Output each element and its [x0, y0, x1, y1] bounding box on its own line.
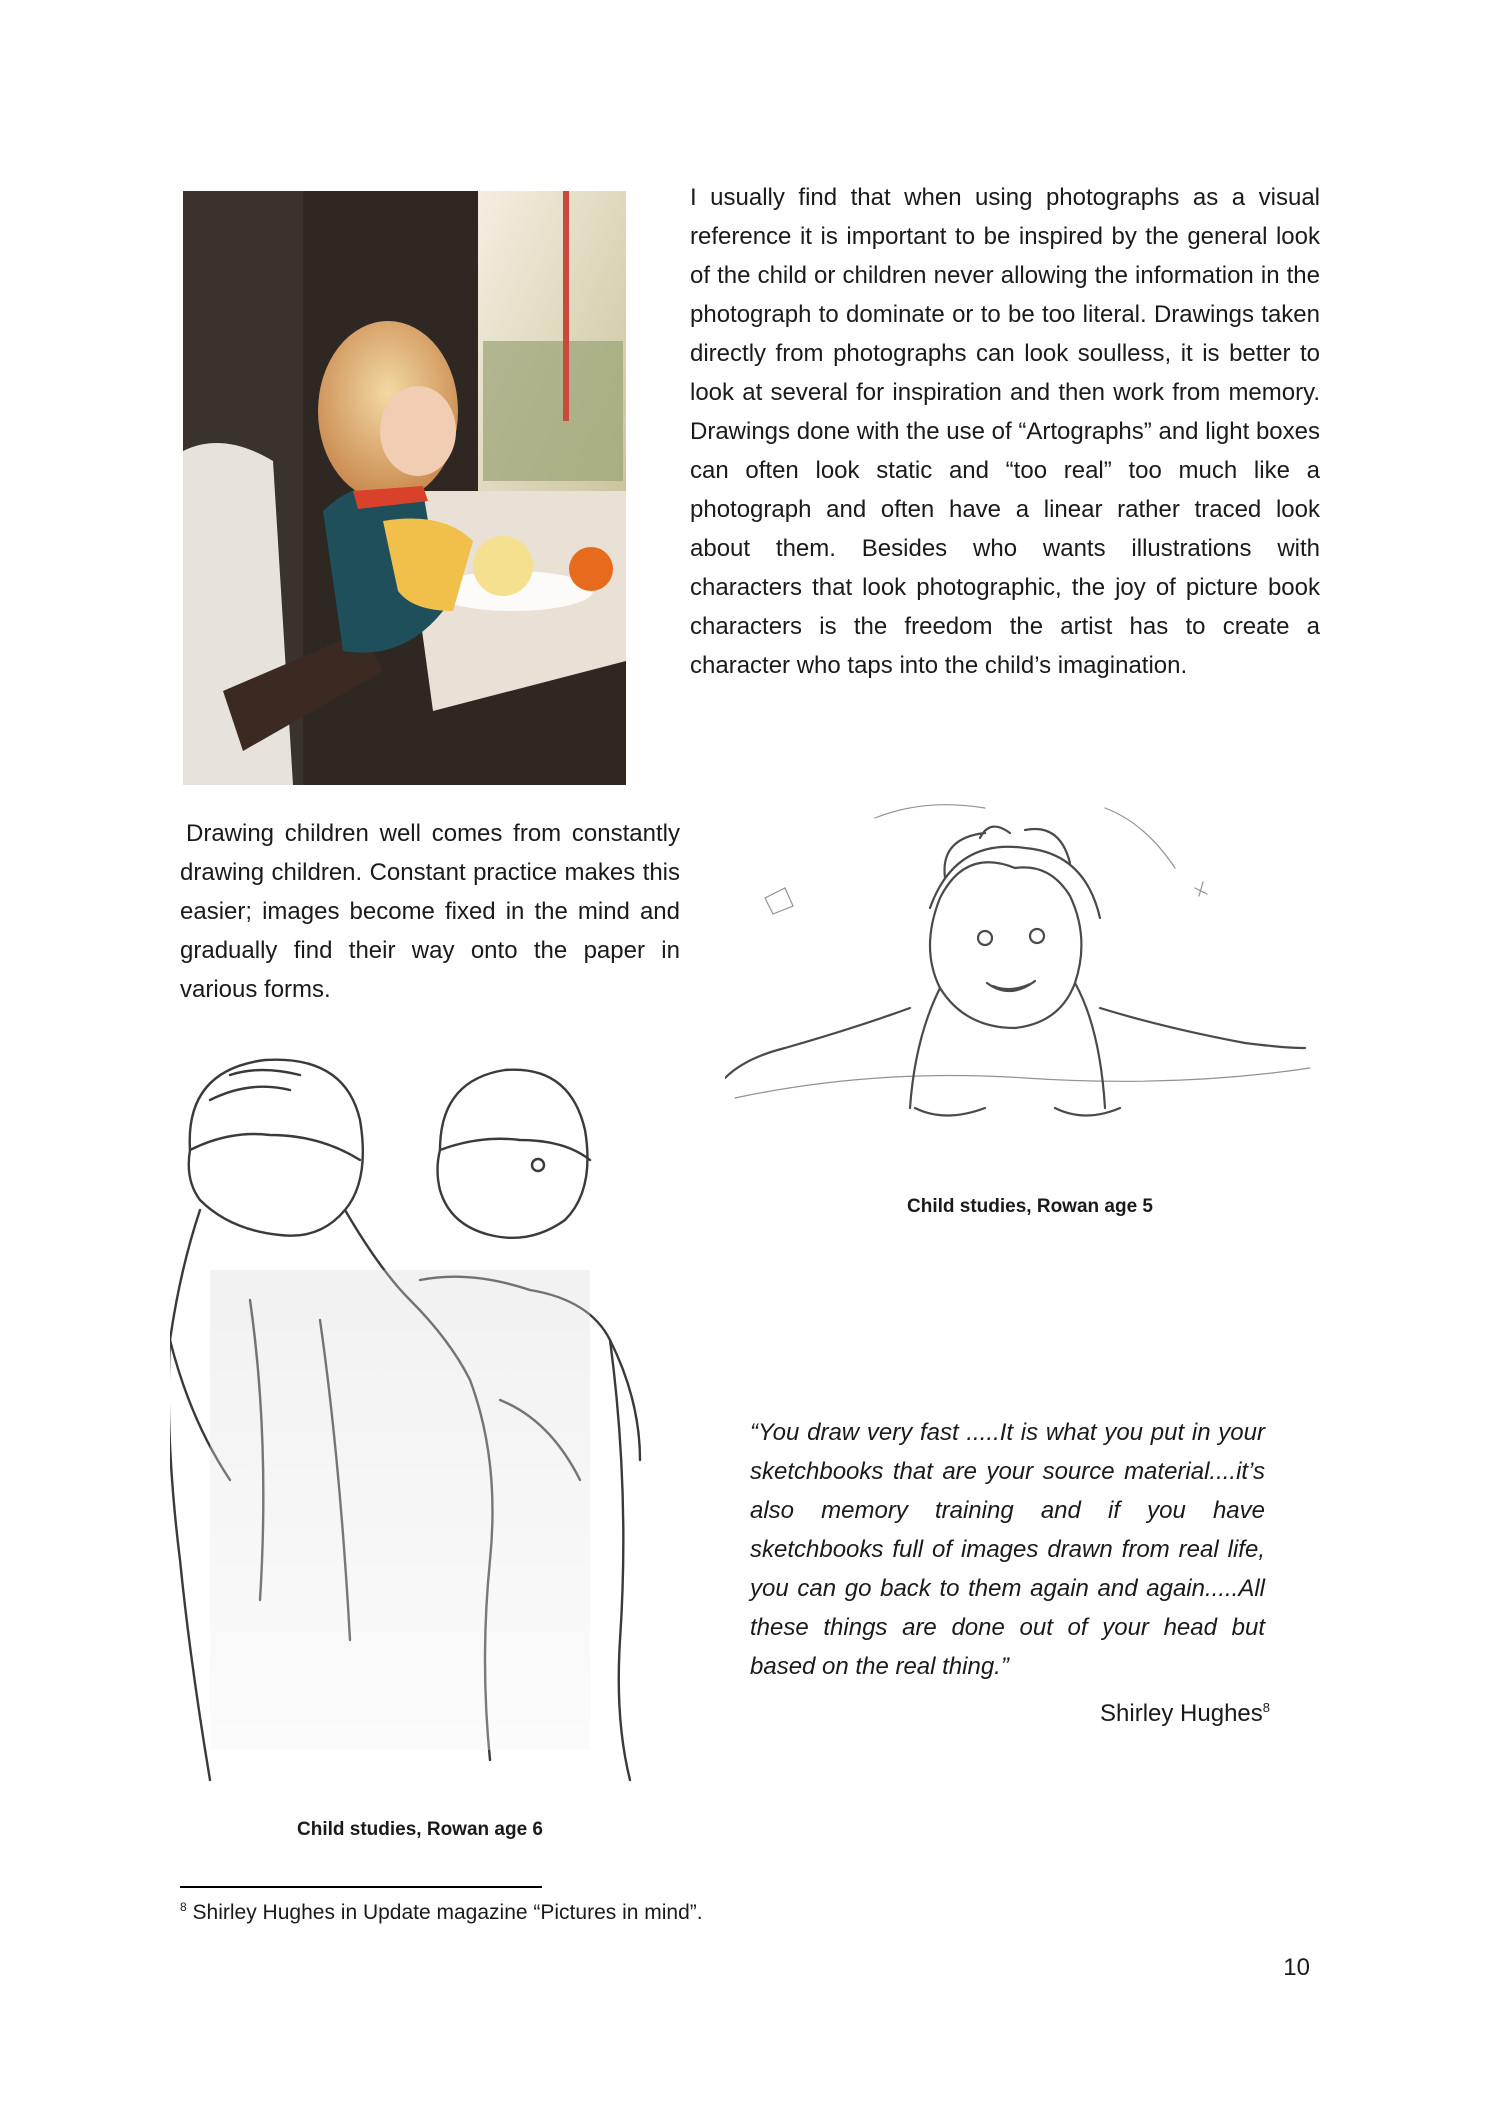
footnote-divider — [180, 1886, 542, 1888]
footnote-reference[interactable]: 8 — [1262, 1700, 1270, 1715]
quote-attribution — [900, 1700, 1270, 1728]
footnote-marker: 8 — [180, 1900, 187, 1914]
caption-rowan-age-5: Child studies, Rowan age 5 — [907, 1196, 1153, 1217]
intro-paragraph: I usually find that when using photographs as a visual reference it is important to be inspired by the general look of the child or children never allowing the information in the photograph to dominate or to be too literal. Drawings taken directly from photographs can look soulless, it is better to look at several for inspiration and then work from memory. Drawings done with the use of “Artographs” and light boxes can often look static and “too real” too much like a photograph and often have a linear rather traced look about them. Besides who wants illustrations with characters that look photographic, the joy of picture book characters is the freedom the artist has to create a character who taps into the child’s imagination. — [690, 184, 1320, 679]
footnote-text: Shirley Hughes in Update magazine “Pictures in mind”. — [192, 1901, 703, 1924]
practice-paragraph: Drawing children well comes from constantly drawing children. Constant practice makes this easier; images become fixed in the mind and gradually find their way onto the paper in various forms. — [180, 820, 680, 1003]
sketch-rowan-age-5 — [725, 778, 1315, 1138]
quote-author: Shirley Hughes — [1100, 1700, 1263, 1727]
shirley-hughes-quote: “You draw very fast .....It is what you put in your sketchbooks that are your source material....it’s also memory training and if you have sketchbooks full of images drawn from real life, you can go back to them again and again.....All these things are done out of your head but based on the real thing.” — [750, 1419, 1265, 1680]
page-number: 10 — [1283, 1954, 1310, 1981]
caption-rowan-age-6: Child studies, Rowan age 6 — [297, 1819, 543, 1840]
sketch-rowan-age-6 — [170, 1040, 690, 1800]
footnote — [180, 1900, 703, 1925]
child-photograph — [183, 191, 626, 785]
